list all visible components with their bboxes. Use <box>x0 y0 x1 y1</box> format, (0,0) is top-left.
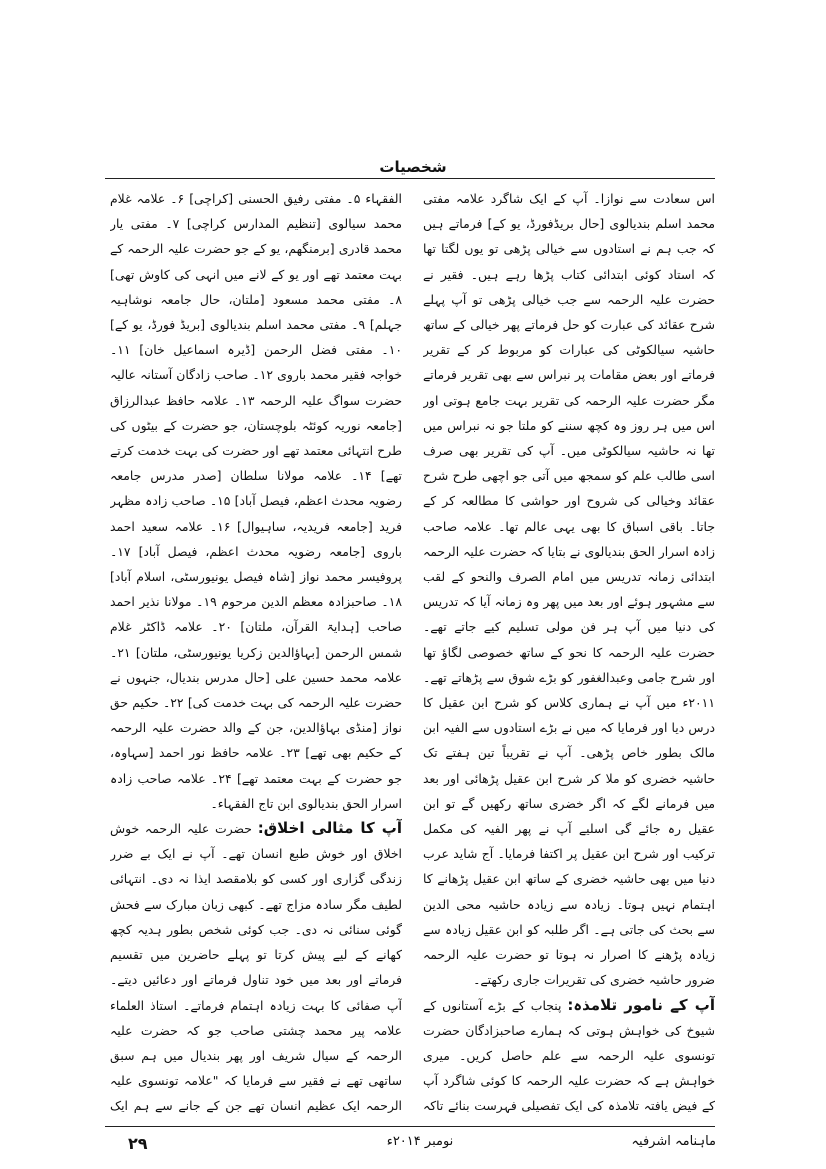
paragraph-text: حضرت علیہ الرحمہ خوش اخلاق اور خوش طبع انسان تھے۔ آپ نے ایک بے ضرر زندگی گزاری اور کسی کو بلامقصد ایذا نہ دی۔ انتہائی لطیف مگر سادہ مزاج تھے۔ کبھی زبان مبارک سے فحش گوئی سنائی نہ دی۔ جب کوئی شخص بطور ہدیہ کچھ کھانے کے لیے پیش کرتا تو پہلے حاضرین میں تقسیم فرماتے اور بعد میں خود تناول فرماتے اور دعائیں دیتے۔ آپ صفائی کا بہت زیادہ اہتمام فرماتے۔ استاذ العلماء علامہ پیر محمد چشتی صاحب جو کہ حضرت علیہ الرحمہ کے سیال شریف اور پھر بندیال میں ہم سبق ساتھی تھے نے فقیر سے فرمایا کہ "علامہ تونسوی علیہ الرحمہ ایک عظیم انسان تھے جن کے جانے سے ہم ایک <box>110 821 402 1114</box>
footer-rule <box>105 1126 715 1127</box>
magazine-name: ماہنامہ اشرفیہ <box>631 1134 716 1149</box>
paragraph-text: پنجاب کے بڑے آستانوں کے شیوخ کی خواہش ہوتی کہ ہمارے صاحبزادگان حضرت تونسوی علیہ الرحمہ سے علم حاصل کریں۔ میری خواہش ہے کہ حضرت علیہ الرحمہ کا کوئی شاگرد آپ کے فیض یافتہ تلامذہ کی ایک تفصیلی فہرست بنائے تاکہ <box>423 997 715 1114</box>
paragraph-with-heading <box>110 816 402 1118</box>
subheading-character: آپ کا مثالی اخلاق: <box>257 819 402 838</box>
issue-date: نومبر ۲۰۱۴ء <box>386 1134 454 1149</box>
header-rule <box>105 178 715 179</box>
page-number: ۲۹ <box>128 1134 148 1153</box>
paragraph-with-heading <box>423 993 715 1119</box>
left-column <box>110 186 402 1118</box>
section-title: شخصیات <box>379 158 447 176</box>
right-column <box>423 186 715 1118</box>
paragraph: اس سعادت سے نوازا۔ آپ کے ایک شاگرد علامہ مفتی محمد اسلم بندیالوی [حال بریڈفورڈ، یو کے] فرماتے ہیں کہ جب ہم نے استادوں سے خیالی پڑھی تو یوں لگتا تھا کہ استاد کوئی ابتدائی کتاب پڑھا رہے ہیں۔ فقیر نے حضرت علیہ الرحمہ سے جب خیالی پڑھی تو آپ پہلے شرح عقائد کی عبارت کو حل فرماتے پھر خیالی کے ساتھ حاشیہ سیالکوٹی کی عبارات کو مربوط کر کے تقریر فرماتے اور بعض مقامات پر نبراس سے بھی تقریر فرماتے مگر حضرت علیہ الرحمہ کی تقریر بہت جامع ہوتی اور اس میں ہر روز وہ کچھ سننے کو ملتا جو نہ نبراس میں تھا نہ حاشیہ سیالکوٹی میں۔ آپ کی تقریر بھی صرف اسی طالب علم کو سمجھ میں آتی جو اچھی طرح شرح عقائد وخیالی کی شروح اور حواشی کا مطالعہ کر کے جاتا۔ باقی اسباق کا بھی یہی عالم تھا۔ علامہ صاحب زادہ اسرار الحق بندیالوی نے بتایا کہ حضرت علیہ الرحمہ ابتدائی زمانہ تدریس میں امام الصرف والنحو کے لقب سے مشہور ہوئے اور بعد میں پھر وہ زمانہ آیا کہ تدریس کی دنیا میں آپ ہر فن مولی تسلیم کیے جاتے تھے۔ حضرت علیہ الرحمہ کا نحو کے ساتھ خصوصی لگاؤ تھا اور شرح جامی وعبدالغفور کو بڑے شوق سے پڑھاتے تھے۔ ۲۰۱۱ء میں آپ نے ہماری کلاس کو شرح ابن عقیل کا درس دیا اور فرمایا کہ میں نے بڑے استادوں سے الفیہ ابن مالک بطور خاص پڑھی۔ آپ نے تقریباً تین ہفتے تک حاشیہ خضری کو ملا کر شرح ابن عقیل پڑھائی اور بعد میں فرمانے لگے کہ اگر خضری ساتھ رکھیں گے تو ابن عقیل رہ جائے گی اسلیے آپ نے پھر الفیہ کی مکمل ترکیب اور شرح ابن عقیل پر اکتفا فرمایا۔ آج شاید عرب دنیا میں بھی حاشیہ خضری کے ساتھ ابن عقیل پڑھانے کا اہتمام نہیں ہوتا۔ زیادہ سے زیادہ حاشیہ محی الدین سے بحث کی جاتی ہے۔ اگر طلبہ کو ابن عقیل زیادہ سے زیادہ پڑھنے کا اصرار نہ ہوتا تو حضرت علیہ الرحمہ ضرور حاشیہ خضری کی تقریرات جاری رکھتے۔ <box>423 191 715 988</box>
paragraph: الفقہاء ۵۔ مفتی رفیق الحسنی [کراچی] ۶۔ علامہ غلام محمد سیالوی [تنظیم المدارس کراچی] ۷۔ مفتی یار محمد قادری [برمنگھم، یو کے جو حضرت علیہ الرحمہ کے بہت معتمد تھے اور یو کے لانے میں انہی کی کاوش تھی] ۸۔ مفتی محمد مسعود [ملتان، حال جامعہ نوشاہیہ جہلم] ۹۔ مفتی محمد اسلم بندیالوی [بریڈ فورڈ، یو کے] ۱۰۔ مفتی فضل الرحمن [ڈیرہ اسماعیل خان] ۱۱۔ خواجہ فقیر محمد باروی ۱۲۔ صاحب زادگان آستانہ عالیہ حضرت سواگ علیہ الرحمہ ۱۳۔ علامہ حافظ عبدالرزاق [جامعہ نوریہ کوئٹہ بلوچستان، جو حضرت کے بیٹوں کی طرح انتہائی معتمد تھے اور حضرت کی بہت خدمت کرتے تھے] ۱۴۔ علامہ مولانا سلطان [صدر مدرس جامعہ رضویہ محدث اعظم، فیصل آباد] ۱۵۔ صاحب زادہ مظہر فرید [جامعہ فریدیہ، ساہیوال] ۱۶۔ علامہ سعید احمد باروی [جامعہ رضویہ محدث اعظم، فیصل آباد] ۱۷۔ پروفیسر محمد نواز [شاہ فیصل یونیورسٹی، اسلام آباد] ۱۸۔ صاحبزادہ معظم الدین مرحوم ۱۹۔ مولانا نذیر احمد صاحب [ہدایۃ القرآن، ملتان] ۲۰۔ علامہ ڈاکٹر غلام شمس الرحمن [بہاؤالدین زکریا یونیورسٹی، ملتان] ۲۱۔ علامہ محمد حسین علی [حال مدرس بندیال، جنہوں نے حضرت علیہ الرحمہ کی بہت خدمت کی] ۲۲۔ حکیم حق نواز [منڈی بہاؤالدین، جن کے والد حضرت علیہ الرحمہ کے حکیم بھی تھے] ۲۳۔ علامہ حافظ نور احمد [سہاوہ، جو حضرت کے بہت معتمد تھے] ۲۴۔ علامہ صاحب زادہ اسرار الحق بندیالوی ابن تاج الفقہاء۔ <box>110 191 402 811</box>
subheading-students: آپ کے نامور تلامذہ: <box>567 995 715 1014</box>
